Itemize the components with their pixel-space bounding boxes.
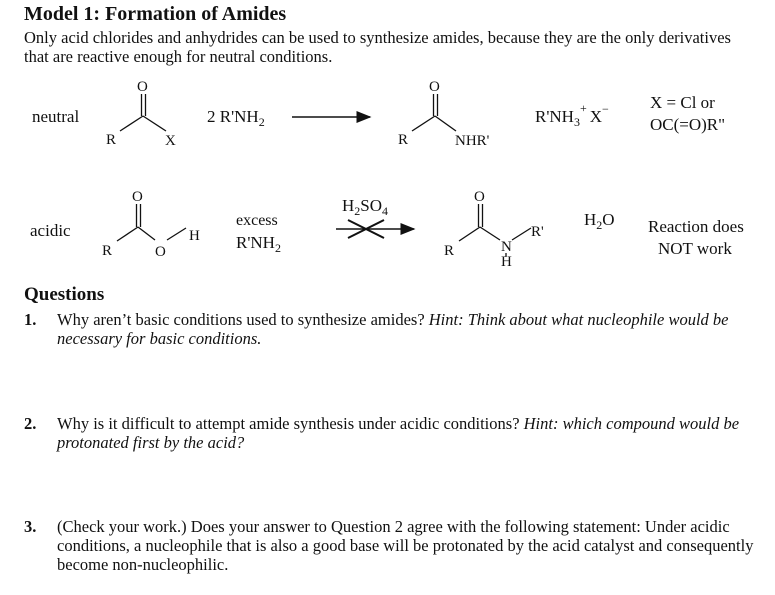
question-number: 2. — [24, 414, 37, 433]
amide-nhr: NHR' — [455, 133, 490, 149]
carbonyl-oxygen: O — [429, 79, 440, 95]
carboxylic-acid-structure — [102, 189, 200, 260]
leaving-group-x: X — [165, 133, 176, 149]
question-text: (Check your work.) Does your answer to Question 2 agree with the following statement: Under acidic conditions, a nucleophile that is also a good base will be protonated by the acid catalyst and consequently become non-nucleophilic. — [57, 517, 754, 574]
r-group: R — [398, 132, 409, 148]
amide-product-structure-acidic — [444, 189, 544, 270]
acidic-reagent: $R'NH_2$ — [236, 233, 281, 255]
amide-nitrogen: N — [501, 239, 512, 255]
r-group: R — [444, 243, 455, 259]
questions-heading: Questions — [24, 284, 105, 305]
question-body — [57, 414, 757, 452]
reagent-excess: excess — [236, 212, 278, 229]
question-hint: Hint: Think about what nucleophile would be necessary for basic conditions. — [57, 310, 729, 348]
amide-hydrogen: H — [501, 254, 512, 270]
question-text: Why aren’t basic conditions used to synthesize amides? — [57, 310, 429, 329]
carbonyl-oxygen: O — [137, 79, 148, 95]
result-line1: Reaction does — [648, 217, 744, 236]
x-definition-line2: OC(=O)R" — [650, 115, 726, 134]
model-intro: Only acid chlorides and anhydrides can be used to synthesize amides, because they are the only derivatives that are reactive enough for neutral conditions. — [24, 28, 731, 66]
neutral-label: neutral — [32, 107, 80, 126]
reaction-scheme — [0, 0, 775, 290]
question-hint: Hint: which compound would be protonated first by the acid? — [57, 414, 740, 452]
r-group: R — [102, 243, 113, 259]
question-number: 3. — [24, 517, 37, 536]
acidic-label: acidic — [30, 221, 71, 240]
acid-chloride-structure — [106, 79, 176, 149]
question-body — [57, 310, 757, 348]
hydroxyl-hydrogen: H — [189, 228, 200, 244]
result-line2: NOT work — [658, 239, 732, 258]
carbonyl-oxygen: O — [132, 189, 143, 205]
r-group: R — [106, 132, 117, 148]
acid-catalyst: $H_2SO_4$ — [342, 196, 389, 218]
r-prime-group: R' — [531, 224, 544, 240]
question-number: 1. — [24, 310, 37, 329]
ammonium-salt: $R'NH_3^+$ X− — [535, 101, 609, 129]
neutral-reagent: 2 $R'NH_2$ — [207, 107, 265, 129]
amide-product-structure — [398, 79, 490, 149]
x-definition-line1: X = Cl or — [650, 93, 715, 112]
hydroxyl-oxygen: O — [155, 244, 166, 260]
question-body — [57, 517, 757, 574]
model-title: Model 1: Formation of Amides — [24, 3, 287, 25]
question-text: Why is it difficult to attempt amide synthesis under acidic conditions? — [57, 414, 524, 433]
water-byproduct: $H_2O$ — [584, 210, 615, 232]
carbonyl-oxygen: O — [474, 189, 485, 205]
